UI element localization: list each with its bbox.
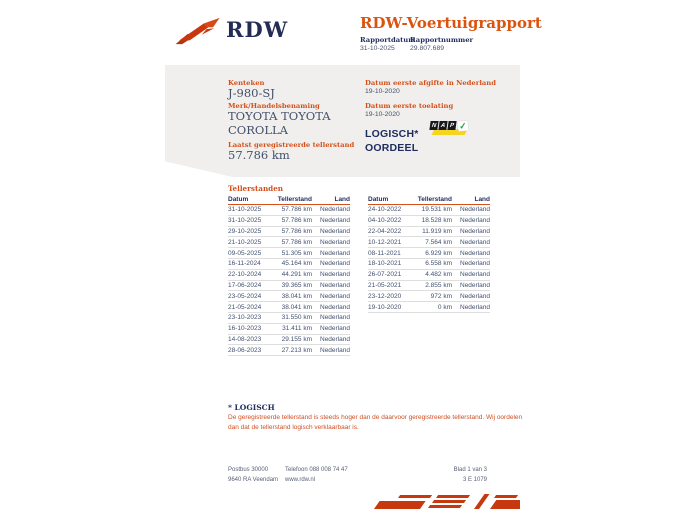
cell-tellerstand: 6.929 km xyxy=(425,249,452,257)
table-row xyxy=(228,281,350,292)
merk-value-line1: TOYOTA TOYOTA xyxy=(228,109,331,123)
logisch-footnote-title: * LOGISCH xyxy=(228,403,275,412)
oordeel-line1: LOGISCH* xyxy=(365,128,419,140)
cell-land: Nederland xyxy=(320,238,350,246)
nap-letter-p: P xyxy=(447,121,456,130)
cell-land: Nederland xyxy=(320,314,350,322)
report-date-label: Rapportdatum xyxy=(360,36,416,44)
table-row xyxy=(368,270,490,281)
cell-tellerstand: 6.558 km xyxy=(425,260,452,268)
cell-tellerstand: 57.786 km xyxy=(281,227,312,235)
table-row xyxy=(368,291,490,302)
nap-letter-n: N xyxy=(429,121,438,130)
cell-datum: 21-10-2025 xyxy=(228,238,262,246)
table-row xyxy=(228,227,350,238)
oordeel-line2: OORDEEL xyxy=(365,142,419,154)
table-row xyxy=(368,248,490,259)
rdw-logo-text: RDW xyxy=(226,17,289,42)
cell-tellerstand: 57.786 km xyxy=(281,238,312,246)
footer-page-info xyxy=(400,465,487,485)
table-row xyxy=(368,205,490,216)
cell-tellerstand: 31.550 km xyxy=(281,314,312,322)
footer-page-number: Blad 1 van 3 xyxy=(453,467,487,473)
table-row xyxy=(228,237,350,248)
cell-datum: 24-10-2022 xyxy=(368,206,402,214)
cell-tellerstand: 38.041 km xyxy=(281,303,312,311)
kenteken-label: Kenteken xyxy=(228,79,265,87)
nap-checkmark-icon: ✓ xyxy=(458,120,468,131)
report-number-label: Rapportnummer xyxy=(410,36,474,44)
table-header xyxy=(228,194,350,205)
tellerstanden-table-right xyxy=(368,194,490,313)
footer-contact xyxy=(285,465,348,485)
cell-tellerstand: 45.164 km xyxy=(281,260,312,268)
cell-land: Nederland xyxy=(460,238,490,246)
cell-tellerstand: 57.786 km xyxy=(281,206,312,214)
table-row xyxy=(368,281,490,292)
page-title: RDW-Voertuigrapport xyxy=(360,14,542,32)
table-row xyxy=(228,259,350,270)
column-header-land: Land xyxy=(334,195,350,203)
cell-datum: 21-05-2021 xyxy=(368,281,402,289)
cell-tellerstand: 39.365 km xyxy=(281,281,312,289)
cell-datum: 22-04-2022 xyxy=(368,227,402,235)
table-header xyxy=(368,194,490,205)
cell-tellerstand: 4.482 km xyxy=(425,271,452,279)
cell-land: Nederland xyxy=(320,325,350,333)
cell-datum: 23-12-2020 xyxy=(368,292,402,300)
table-row xyxy=(368,227,490,238)
cell-datum: 29-10-2025 xyxy=(228,227,262,235)
afgifte-label: Datum eerste afgifte in Nederland xyxy=(365,79,497,87)
footer-address-line2: 9640 RA Veendam xyxy=(228,477,279,483)
kenteken-value: J-980-SJ xyxy=(228,86,275,100)
cell-datum: 26-07-2021 xyxy=(368,271,402,279)
tellerstanden-table-left xyxy=(228,194,350,356)
report-date-value: 31-10-2025 xyxy=(360,45,395,52)
column-header-datum: Datum xyxy=(228,195,249,203)
cell-land: Nederland xyxy=(460,271,490,279)
table-row xyxy=(228,216,350,227)
column-header-datum: Datum xyxy=(368,195,389,203)
nap-letters xyxy=(430,121,468,131)
cell-tellerstand: 27.213 km xyxy=(281,346,312,354)
tellerstand-label: Laatst geregistreerde tellerstand xyxy=(228,141,355,149)
cell-tellerstand: 0 km xyxy=(437,303,452,311)
cell-tellerstand: 51.305 km xyxy=(281,249,312,257)
table-row xyxy=(228,302,350,313)
toelating-label: Datum eerste toelating xyxy=(365,102,454,110)
table-row xyxy=(228,270,350,281)
table-row xyxy=(228,313,350,324)
cell-land: Nederland xyxy=(320,292,350,300)
afgifte-value: 19-10-2020 xyxy=(365,88,400,95)
cell-land: Nederland xyxy=(320,271,350,279)
cell-datum: 04-10-2022 xyxy=(368,217,402,225)
table-row xyxy=(368,237,490,248)
cell-tellerstand: 31.411 km xyxy=(282,325,312,333)
footer-form-code: 3 E 1079 xyxy=(462,477,487,483)
cell-datum: 21-05-2024 xyxy=(228,303,262,311)
table-row xyxy=(368,302,490,313)
table-row xyxy=(228,248,350,259)
cell-datum: 16-10-2023 xyxy=(228,325,262,333)
cell-datum: 09-05-2025 xyxy=(228,249,262,257)
nap-logo xyxy=(430,121,472,139)
cell-datum: 28-06-2023 xyxy=(228,346,262,354)
footer-website: www.rdw.nl xyxy=(285,477,316,483)
cell-datum: 16-11-2024 xyxy=(228,260,261,268)
cell-datum: 31-10-2025 xyxy=(228,217,262,225)
cell-land: Nederland xyxy=(460,227,490,235)
table-row xyxy=(228,291,350,302)
footer-stripe-decoration-icon xyxy=(372,492,520,512)
logisch-footnote-text: De geregistreerde tellerstand is steeds hoger dan de daarvoor geregistreerde tellerstand. Wij oordelen dan dat de tellerstand logisch verklaarbaar is. xyxy=(228,414,523,431)
cell-land: Nederland xyxy=(320,335,350,343)
cell-datum: 23-05-2024 xyxy=(228,292,262,300)
footer-address xyxy=(228,465,278,485)
cell-tellerstand: 29.155 km xyxy=(281,335,312,343)
nap-letter-a: A xyxy=(438,121,447,130)
table-row xyxy=(228,324,350,335)
merk-value-line2: COROLLA xyxy=(228,123,288,137)
table-body xyxy=(368,205,490,313)
table-row xyxy=(228,345,350,356)
table-row xyxy=(368,216,490,227)
cell-land: Nederland xyxy=(320,281,350,289)
cell-land: Nederland xyxy=(460,249,490,257)
cell-tellerstand: 57.786 km xyxy=(281,217,312,225)
cell-land: Nederland xyxy=(460,260,490,268)
cell-land: Nederland xyxy=(320,227,350,235)
cell-tellerstand: 972 km xyxy=(430,292,452,300)
report-number-value: 29.807.689 xyxy=(410,45,445,52)
cell-land: Nederland xyxy=(460,303,490,311)
column-header-tellerstand: Tellerstand xyxy=(417,195,452,203)
cell-land: Nederland xyxy=(460,217,490,225)
footer-phone: Telefoon 088 008 74 47 xyxy=(285,467,348,473)
cell-land: Nederland xyxy=(320,303,350,311)
cell-land: Nederland xyxy=(320,206,350,214)
tellerstanden-title: Tellerstanden xyxy=(228,184,283,193)
cell-land: Nederland xyxy=(320,346,350,354)
toelating-value: 19-10-2020 xyxy=(365,111,400,118)
cell-tellerstand: 19.531 km xyxy=(421,206,452,214)
table-body xyxy=(228,205,350,356)
cell-datum: 14-08-2023 xyxy=(228,335,262,343)
cell-tellerstand: 18.528 km xyxy=(421,217,452,225)
cell-datum: 10-12-2021 xyxy=(368,238,402,246)
cell-tellerstand: 7.564 km xyxy=(425,238,452,246)
cell-tellerstand: 11.919 km xyxy=(422,227,452,235)
cell-datum: 08-11-2021 xyxy=(368,249,401,257)
cell-datum: 19-10-2020 xyxy=(368,303,402,311)
merk-label: Merk/Handelsbenaming xyxy=(228,102,320,110)
footer-address-line1: Postbus 30000 xyxy=(228,467,269,473)
cell-datum: 17-06-2024 xyxy=(228,281,262,289)
cell-datum: 18-10-2021 xyxy=(368,260,402,268)
rdw-bird-logo-icon xyxy=(175,16,223,46)
cell-tellerstand: 2.855 km xyxy=(425,281,452,289)
cell-tellerstand: 38.041 km xyxy=(281,292,312,300)
cell-land: Nederland xyxy=(460,281,490,289)
tellerstand-value: 57.786 km xyxy=(228,148,290,162)
cell-datum: 23-10-2023 xyxy=(228,314,262,322)
table-row xyxy=(228,205,350,216)
table-row xyxy=(228,335,350,346)
cell-tellerstand: 44.291 km xyxy=(281,271,312,279)
oordeel-text xyxy=(365,127,419,155)
cell-land: Nederland xyxy=(320,260,350,268)
column-header-land: Land xyxy=(474,195,490,203)
column-header-tellerstand: Tellerstand xyxy=(277,195,312,203)
table-row xyxy=(368,259,490,270)
cell-land: Nederland xyxy=(460,292,490,300)
cell-land: Nederland xyxy=(320,217,350,225)
cell-land: Nederland xyxy=(320,249,350,257)
cell-land: Nederland xyxy=(460,206,490,214)
cell-datum: 31-10-2025 xyxy=(228,206,262,214)
cell-datum: 22-10-2024 xyxy=(228,271,262,279)
